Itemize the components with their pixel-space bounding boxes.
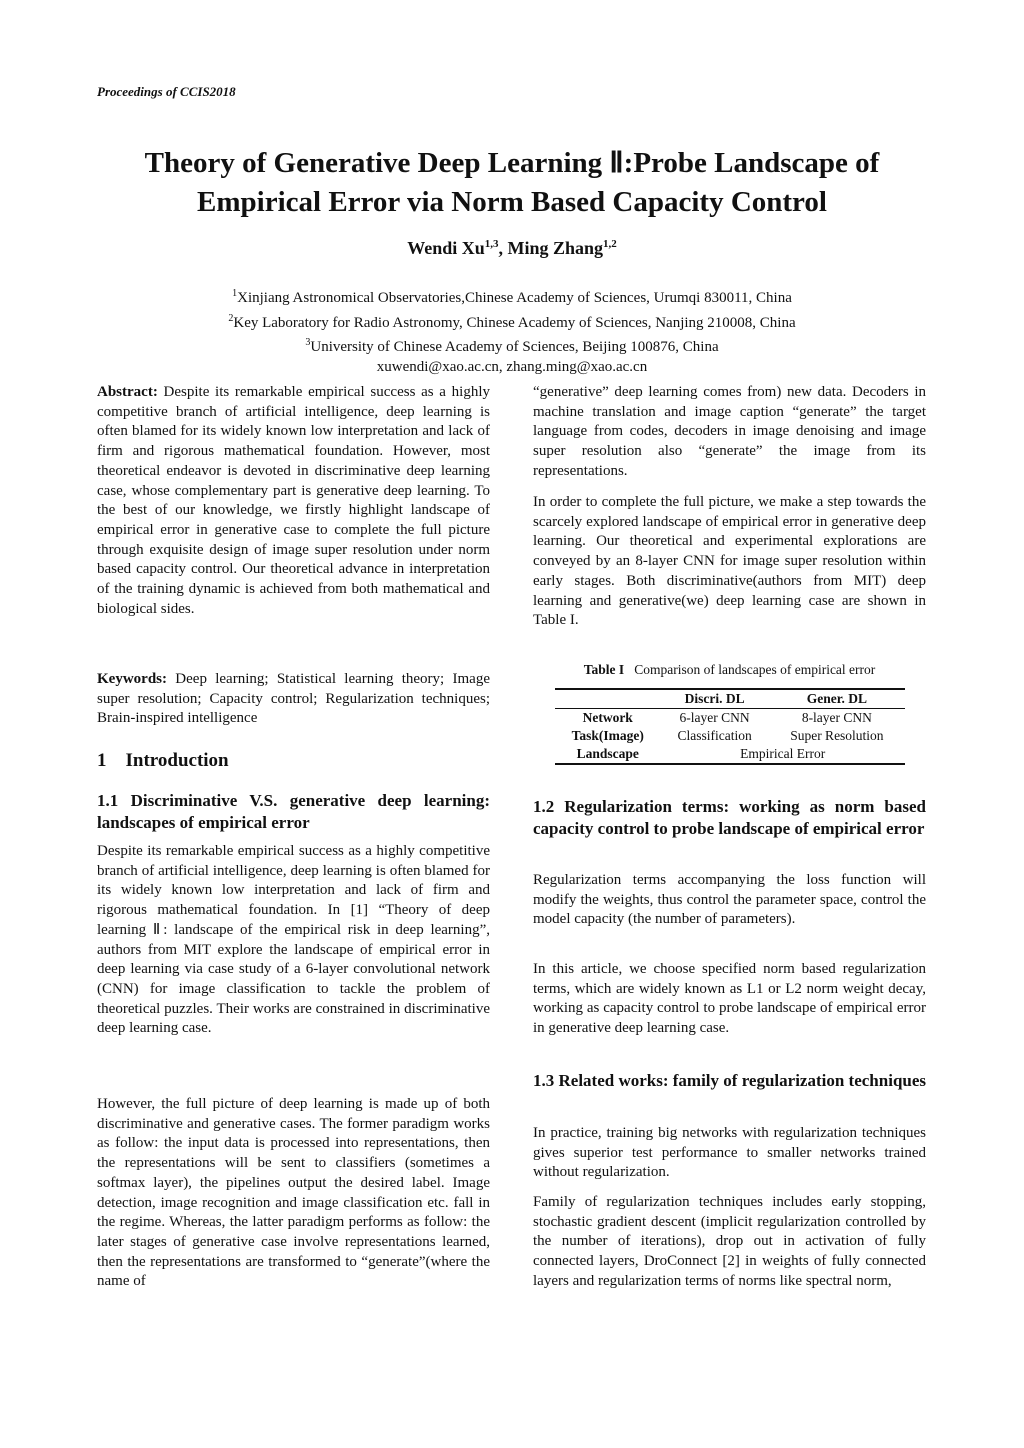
author-2: Ming Zhang <box>507 238 604 258</box>
comparison-table: Discri. DL Gener. DL Network 6-layer CNN 8-layer CNN Task(Image) Classification Super Resolution Landscape Empirical Error <box>555 688 905 765</box>
section-heading-introduction: 1 Introduction <box>97 750 229 771</box>
abstract: Abstract: Despite its remarkable empirical success as a highly competitive branch of artificial intelligence, deep learning is often blamed for its widely known low interpretation and lack of firm and rigorous mathematical foundation. However, most theoretical endeavor is devoted in discriminative deep learning case, whose complementary part is generative deep learning. To the best of our knowledge, we firstly highlight landscape of empirical error in generative case to complete the full picture through exquisite design of image super resolution under norm based capacity control. Our theoretical advance in interpretation of the training dynamic is achieved from both mathematical and biological sides. <box>97 384 490 617</box>
table-row: Task(Image) Classification Super Resolution <box>571 728 884 743</box>
authors <box>0 238 1024 259</box>
paragraph: Despite its remarkable empirical success as a highly competitive branch of artificial intelligence, deep learning is often blamed for its widely known low interpretation and lack of firm and rigorous mathematical foundation. In [1] “Theory of deep learning Ⅱ: landscape of the empirical risk in deep learning”, authors from MIT explore the landscape of empirical error in deep learning via case study of a 6-layer convolutional network (CNN) for image classification to tackle the problem of theoretical puzzles. Their works are constrained in discriminative deep learning case. <box>97 843 490 1037</box>
subsection-heading-1-2: 1.2 Regularization terms: working as norm based capacity control to probe landscape of empirical error <box>533 797 926 838</box>
paragraph: In practice, training big networks with regularization techniques gives superior test performance to smaller networks trained without regularization. <box>533 1125 926 1181</box>
author-1-affil: 1,3 <box>484 238 499 250</box>
emails: xuwendi@xao.ac.cn, zhang.ming@xao.ac.cn <box>376 358 648 375</box>
author-2-affil: 1,2 <box>603 238 617 250</box>
author-1: Wendi Xu <box>407 238 485 258</box>
paragraph: In order to complete the full picture, we make a step towards the scarcely explored landscape of empirical error in generative deep learning. Our theoretical and experimental explorations are conveyed by an 8-layer CNN for image super resolution within early stages. Both discriminative(authors from MIT) deep learning and generative(we) deep learning case are shown in Table I. <box>533 494 926 629</box>
paragraph: “generative” deep learning comes from) new data. Decoders in machine translation and image caption “generate” the target language from codes, decoders in image denoising and image super resolution also “generate” the image from its representations. <box>533 384 926 479</box>
paragraph: Family of regularization techniques includes early stopping, stochastic gradient descent (implicit regularization controlled by the number of iterations), drop out in activation of fully connected layers, DroConnect [2] in weights of fully connected layers and regularization terms of norms like spectral norm, <box>533 1194 926 1289</box>
paper-title <box>60 144 964 222</box>
author-sep: , <box>498 238 508 258</box>
table-caption: Table I Comparison of landscapes of empirical error <box>583 662 876 677</box>
subsection-heading-1-3: 1.3 Related works: family of regularization techniques <box>533 1071 927 1090</box>
subsection-heading-1-1: 1.1 Discriminative V.S. generative deep learning: landscapes of empirical error <box>97 791 490 832</box>
proceedings-header: Proceedings of CCIS2018 <box>97 84 236 99</box>
affiliation: $^1$Xinjiang Astronomical Observatories,Chinese Academy of Sciences, Urumqi 830011, China <box>232 288 792 306</box>
affiliations <box>0 284 1024 377</box>
title-line-1: Theory of Generative Deep Learning Ⅱ:Probe Landscape of <box>144 147 880 179</box>
affiliation: $^3$University of Chinese Academy of Sciences, Beijing 100876, China <box>305 337 719 356</box>
title-line-2: Empirical Error via Norm Based Capacity Control <box>197 186 827 218</box>
paragraph: Regularization terms accompanying the loss function will modify the weights, thus control the parameter space, control the model capacity (the number of parameters). <box>533 872 926 928</box>
table-row: Network 6-layer CNN 8-layer CNN <box>582 710 872 725</box>
affiliation: $^2$Key Laboratory for Radio Astronomy, Chinese Academy of Sciences, Nanjing 210008, China <box>228 312 796 331</box>
paragraph: However, the full picture of deep learning is made up of both discriminative and generative cases. The former paradigm works as follow: the input data is processed into representations, then the representations will be sent to classifiers (sometimes a softmax layer), the pipelines output the desired label. Image detection, image recognition and image classification etc. fall in the regime. Whereas, the latter paradigm performs as follow: the later stages of generative case involve representations learned, then the representations are transformed to “generate”(where the name of <box>97 1096 490 1290</box>
keywords: Keywords: Deep learning; Statistical learning theory; Image super resolution; Capacity control; Regularization techniques; Brain-inspired intelligence <box>97 671 490 727</box>
table-row: Landscape Empirical Error <box>576 746 826 761</box>
paragraph: In this article, we choose specified norm based regularization terms, which are widely known as L1 or L2 norm weight decay, working as capacity control to probe landscape of empirical error in generative deep learning case. <box>533 961 926 1037</box>
